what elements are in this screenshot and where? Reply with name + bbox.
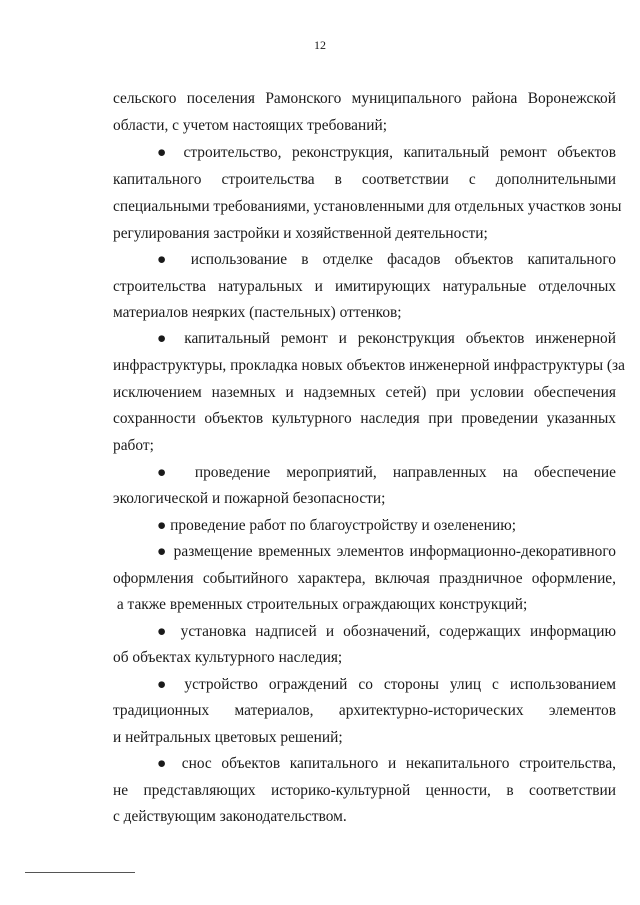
bullet-item-line: ● устройство ограждений со стороны улиц с использованием	[157, 676, 616, 693]
text-line: строительства натуральных и имитирующих натуральные отделочных	[113, 278, 616, 295]
text-line: инфраструктуры, прокладка новых объектов инженерной инфраструктуры (за	[113, 357, 625, 374]
text-line: с действующим законодательством.	[113, 808, 347, 825]
text-line: сельского поселения Рамонского муниципального района Воронежской	[113, 90, 616, 107]
bullet-item-line: ● снос объектов капитального и некапитального строительства,	[157, 755, 616, 772]
text-line: специальными требованиями, установленными для отдельных участков зоны	[113, 198, 622, 215]
text-line: сохранности объектов культурного наследия при проведении указанных	[113, 410, 616, 427]
text-line: об объектах культурного наследия;	[113, 649, 343, 666]
bullet-item-line: ● капитальный ремонт и реконструкция объектов инженерной	[157, 330, 616, 347]
text-line: регулирования застройки и хозяйственной деятельности;	[113, 225, 488, 242]
bullet-item-line: ● размещение временных элементов информационно-декоративного	[157, 543, 616, 560]
text-line: и нейтральных цветовых решений;	[113, 729, 343, 746]
text-line: экологической и пожарной безопасности;	[113, 490, 386, 507]
footnote-divider	[25, 872, 135, 873]
text-line: исключением наземных и надземных сетей) при условии обеспечения	[113, 384, 616, 401]
text-line: не представляющих историко-культурной ценности, в соответствии	[113, 782, 616, 799]
page-number: 12	[314, 38, 326, 52]
text-line: области, с учетом настоящих требований;	[113, 117, 387, 134]
bullet-item-line: ● проведение работ по благоустройству и озеленению;	[157, 517, 517, 534]
text-line: традиционных материалов, архитектурно-исторических элементов	[113, 702, 616, 719]
text-line: работ;	[113, 437, 154, 454]
bullet-item-line: ● использование в отделке фасадов объектов капитального	[157, 251, 616, 268]
bullet-item-line: ● строительство, реконструкция, капитальный ремонт объектов	[157, 144, 616, 161]
bullet-item-line: ● установка надписей и обозначений, содержащих информацию	[157, 623, 616, 640]
text-line: а также временных строительных ограждающих конструкций;	[113, 596, 528, 613]
text-line: оформления событийного характера, включая праздничное оформление,	[113, 570, 616, 587]
bullet-item-line: ● проведение мероприятий, направленных на обеспечение	[157, 464, 616, 481]
text-line: материалов неярких (пастельных) оттенков;	[113, 304, 402, 321]
text-line: капитального строительства в соответствии с дополнительными	[113, 171, 616, 188]
